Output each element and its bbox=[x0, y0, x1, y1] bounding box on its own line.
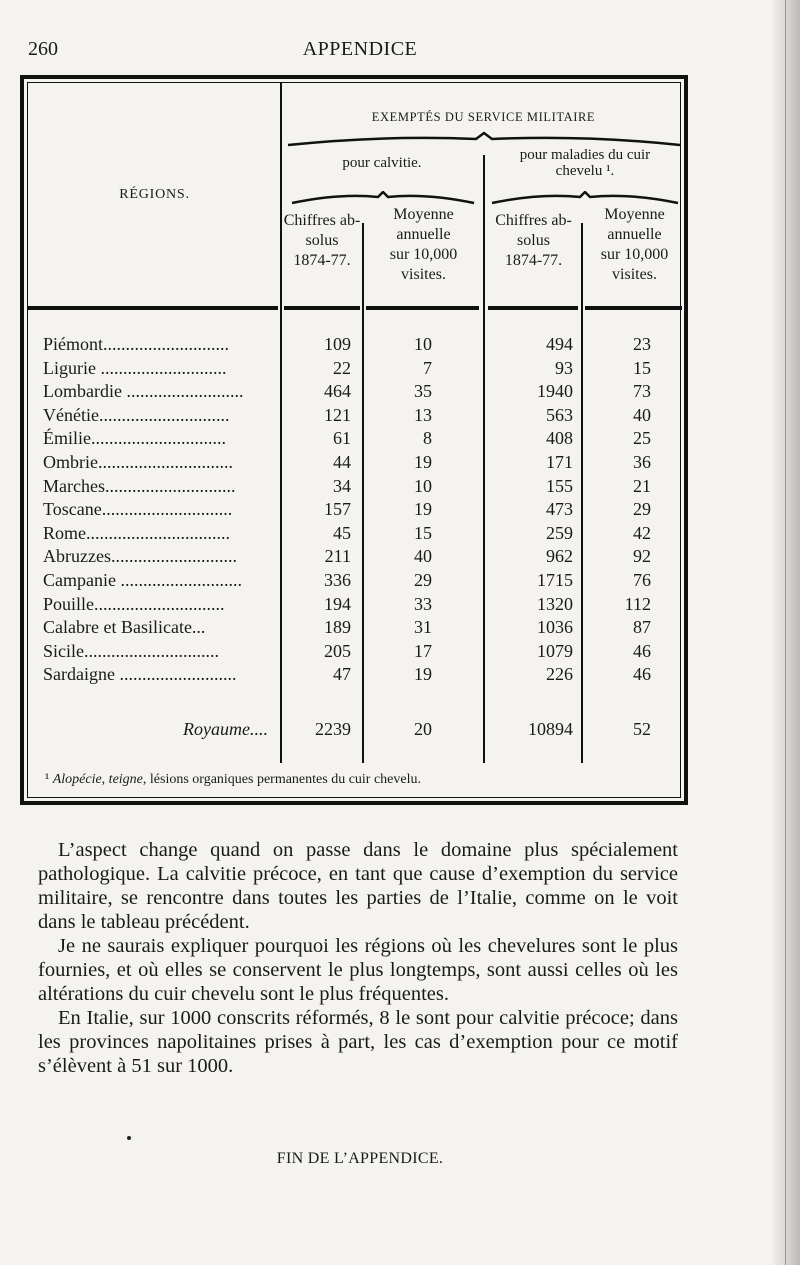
cell-calv-moy: 17 bbox=[414, 640, 432, 661]
cell-mal-abs: 171 bbox=[546, 452, 573, 472]
header-line: 1874-77. bbox=[293, 252, 351, 269]
cell-calv-moy: 19 bbox=[414, 499, 432, 520]
region-name: Sicile.............................. bbox=[43, 640, 219, 661]
header-rule bbox=[284, 306, 360, 310]
header-maladies-line1: pour maladies du cuir bbox=[519, 147, 651, 163]
cell-mal-abs: 10894 bbox=[528, 719, 573, 739]
header-calv-abs bbox=[281, 211, 363, 271]
region-name: Campanie ........................... bbox=[43, 570, 242, 590]
table-row bbox=[28, 381, 688, 405]
cell-calv-abs: 44 bbox=[333, 452, 351, 472]
table-row bbox=[28, 641, 688, 665]
region-name: Lombardie .......................... bbox=[43, 381, 244, 402]
cell-mal-moy: 36 bbox=[633, 452, 651, 472]
footnote-italic: Alopécie, teigne bbox=[52, 772, 143, 787]
header-line: Moyenne bbox=[604, 206, 665, 223]
table-row bbox=[28, 617, 688, 641]
cell-calv-moy: 19 bbox=[414, 664, 432, 685]
paragraph: L’aspect change quand on passe dans le domaine plus spécialement pathologique. La calvitie précoce, en tant que cause d’exemption du service militaire, se rencontre dans toutes les parties de l’Italie, comme on le voit dans le tableau précédent. bbox=[38, 839, 678, 933]
cell-mal-moy: 52 bbox=[633, 719, 651, 739]
region-name: Calabre et Basilicate... bbox=[43, 617, 206, 638]
cell-calv-abs: 205 bbox=[324, 640, 351, 661]
header-maladies bbox=[485, 147, 685, 179]
cell-mal-abs: 155 bbox=[546, 475, 573, 496]
region-name: Piémont............................ bbox=[43, 334, 230, 354]
cell-mal-moy: 87 bbox=[633, 617, 651, 638]
cell-mal-moy: 42 bbox=[633, 522, 651, 543]
cell-calv-moy: 8 bbox=[423, 428, 432, 449]
paragraph: En Italie, sur 1000 conscrits réformés, 8 le sont pour calvitie précoce; dans les provinces napolitaines prises à part, les cas d’exemption pour ce motif s’élèvent à 51 sur 1000. bbox=[38, 1007, 678, 1077]
cell-calv-abs: 22 bbox=[333, 357, 351, 378]
cell-mal-moy: 112 bbox=[624, 593, 651, 614]
cell-mal-abs: 962 bbox=[546, 546, 573, 567]
cell-calv-moy: 19 bbox=[414, 452, 432, 472]
table-row-total bbox=[28, 719, 688, 743]
region-name: Vénétie............................. bbox=[43, 404, 230, 425]
header-exemptes: EXEMPTÉS DU SERVICE MILITAIRE bbox=[371, 110, 596, 124]
cell-mal-moy: 73 bbox=[633, 381, 651, 402]
header-regions: RÉGIONS. bbox=[119, 187, 190, 202]
cell-mal-abs: 93 bbox=[555, 357, 573, 378]
header-line: sur 10,000 bbox=[600, 246, 669, 263]
header-line: Chiffres ab- bbox=[283, 212, 361, 229]
cell-calv-moy: 15 bbox=[414, 522, 432, 543]
cell-calv-abs: 109 bbox=[324, 334, 351, 354]
header-line: Chiffres ab- bbox=[495, 212, 572, 229]
cell-mal-abs: 473 bbox=[546, 499, 573, 520]
cell-mal-abs: 226 bbox=[546, 664, 573, 685]
header-line: solus bbox=[517, 232, 550, 249]
table-footnote bbox=[45, 772, 421, 788]
brace-maladies bbox=[490, 191, 680, 205]
header-calv-moy bbox=[364, 205, 483, 285]
cell-mal-moy: 23 bbox=[633, 334, 651, 354]
cell-mal-abs: 494 bbox=[546, 334, 573, 354]
table-row bbox=[28, 476, 688, 500]
header-maladies-line2: chevelu ¹. bbox=[555, 163, 615, 179]
cell-mal-abs: 259 bbox=[546, 522, 573, 543]
cell-calv-abs: 211 bbox=[324, 546, 351, 567]
cell-mal-abs: 1079 bbox=[537, 640, 573, 661]
cell-calv-moy: 10 bbox=[414, 334, 432, 354]
table-row bbox=[28, 499, 688, 523]
running-head: APPENDICE bbox=[302, 38, 418, 60]
footnote-marker: ¹ bbox=[45, 772, 50, 787]
header-line: 1874-77. bbox=[504, 252, 563, 269]
cell-mal-abs: 563 bbox=[546, 404, 573, 425]
cell-calv-abs: 61 bbox=[333, 428, 351, 449]
table-row bbox=[28, 358, 688, 382]
cell-mal-abs: 1036 bbox=[537, 617, 573, 638]
cell-mal-moy: 40 bbox=[633, 404, 651, 425]
cell-calv-abs: 47 bbox=[333, 664, 351, 685]
page-edge-line bbox=[785, 0, 786, 1265]
region-name: Royaume.... bbox=[183, 719, 268, 739]
cell-mal-abs: 1320 bbox=[537, 593, 573, 614]
cell-calv-moy: 20 bbox=[414, 719, 432, 739]
header-rule bbox=[585, 306, 682, 310]
page-edge bbox=[772, 0, 800, 1265]
cell-calv-abs: 194 bbox=[324, 593, 351, 614]
print-speck bbox=[127, 1136, 131, 1140]
region-name: Marches............................. bbox=[43, 475, 236, 496]
cell-mal-abs: 1940 bbox=[537, 381, 573, 402]
header-mal-abs bbox=[485, 211, 582, 271]
cell-calv-moy: 10 bbox=[414, 475, 432, 496]
cell-calv-abs: 34 bbox=[333, 475, 351, 496]
region-name: Toscane............................. bbox=[43, 499, 233, 520]
cell-calv-abs: 45 bbox=[333, 522, 351, 543]
cell-calv-abs: 157 bbox=[324, 499, 351, 520]
header-line: annuelle bbox=[607, 226, 662, 243]
cell-calv-moy: 29 bbox=[414, 570, 432, 590]
cell-calv-abs: 189 bbox=[324, 617, 351, 638]
page-number: 260 bbox=[28, 38, 58, 60]
table-row bbox=[28, 452, 688, 476]
cell-mal-moy: 21 bbox=[633, 475, 651, 496]
table-row bbox=[28, 405, 688, 429]
statistics-table bbox=[20, 75, 688, 805]
cell-calv-moy: 35 bbox=[414, 381, 432, 402]
header-line: annuelle bbox=[396, 226, 451, 243]
header-line: sur 10,000 bbox=[389, 246, 458, 263]
cell-mal-moy: 76 bbox=[633, 570, 651, 590]
region-name: Sardaigne .......................... bbox=[43, 664, 237, 685]
cell-calv-moy: 31 bbox=[414, 617, 432, 638]
header-rule bbox=[366, 306, 479, 310]
cell-mal-moy: 25 bbox=[633, 428, 651, 449]
cell-mal-moy: 15 bbox=[633, 357, 651, 378]
cell-mal-moy: 92 bbox=[633, 546, 651, 567]
body-text bbox=[38, 838, 678, 1078]
cell-calv-moy: 40 bbox=[414, 546, 432, 567]
header-line: Moyenne bbox=[393, 206, 454, 223]
cell-mal-abs: 1715 bbox=[537, 570, 573, 590]
header-line: visites. bbox=[612, 266, 657, 283]
table-row bbox=[28, 664, 688, 688]
cell-mal-abs: 408 bbox=[546, 428, 573, 449]
cell-calv-moy: 33 bbox=[414, 593, 432, 614]
table-row bbox=[28, 428, 688, 452]
table-row bbox=[28, 546, 688, 570]
table-row bbox=[28, 523, 688, 547]
header-rule bbox=[488, 306, 578, 310]
table-row bbox=[28, 334, 688, 358]
table-inner-border bbox=[27, 82, 681, 798]
table-row bbox=[28, 594, 688, 618]
paragraph: Je ne saurais expliquer pourquoi les régions où les chevelures sont le plus fournies, et où elles se conservent le plus longtemps, sont aussi celles où les altérations du cuir chevelu sont le plus fréquentes. bbox=[38, 935, 678, 1005]
brace-group bbox=[286, 131, 682, 147]
cell-calv-moy: 7 bbox=[423, 357, 432, 378]
cell-calv-abs: 336 bbox=[324, 570, 351, 590]
header-line: visites. bbox=[401, 266, 446, 283]
cell-mal-moy: 46 bbox=[633, 664, 651, 685]
table-row bbox=[28, 570, 688, 594]
end-of-appendix: FIN DE L’APPENDICE. bbox=[276, 1150, 444, 1167]
cell-calv-abs: 464 bbox=[324, 381, 351, 402]
region-name: Ligurie ............................ bbox=[43, 357, 227, 378]
region-name: Rome................................ bbox=[43, 522, 230, 543]
brace-calvitie bbox=[290, 191, 476, 205]
header-line: solus bbox=[305, 232, 339, 249]
region-name: Pouille............................. bbox=[43, 593, 225, 614]
footnote-text: , lésions organiques permanentes du cuir chevelu. bbox=[142, 772, 421, 787]
cell-mal-moy: 29 bbox=[633, 499, 651, 520]
region-name: Abruzzes............................ bbox=[43, 546, 237, 567]
cell-calv-moy: 13 bbox=[414, 404, 432, 425]
cell-calv-abs: 121 bbox=[324, 404, 351, 425]
header-rule bbox=[28, 306, 278, 310]
cell-calv-abs: 2239 bbox=[315, 719, 351, 739]
region-name: Ombrie.............................. bbox=[43, 452, 233, 472]
region-name: Émilie.............................. bbox=[43, 428, 226, 449]
header-mal-moy bbox=[583, 205, 686, 285]
cell-mal-moy: 46 bbox=[633, 640, 651, 661]
header-calvitie: pour calvitie. bbox=[342, 155, 422, 171]
